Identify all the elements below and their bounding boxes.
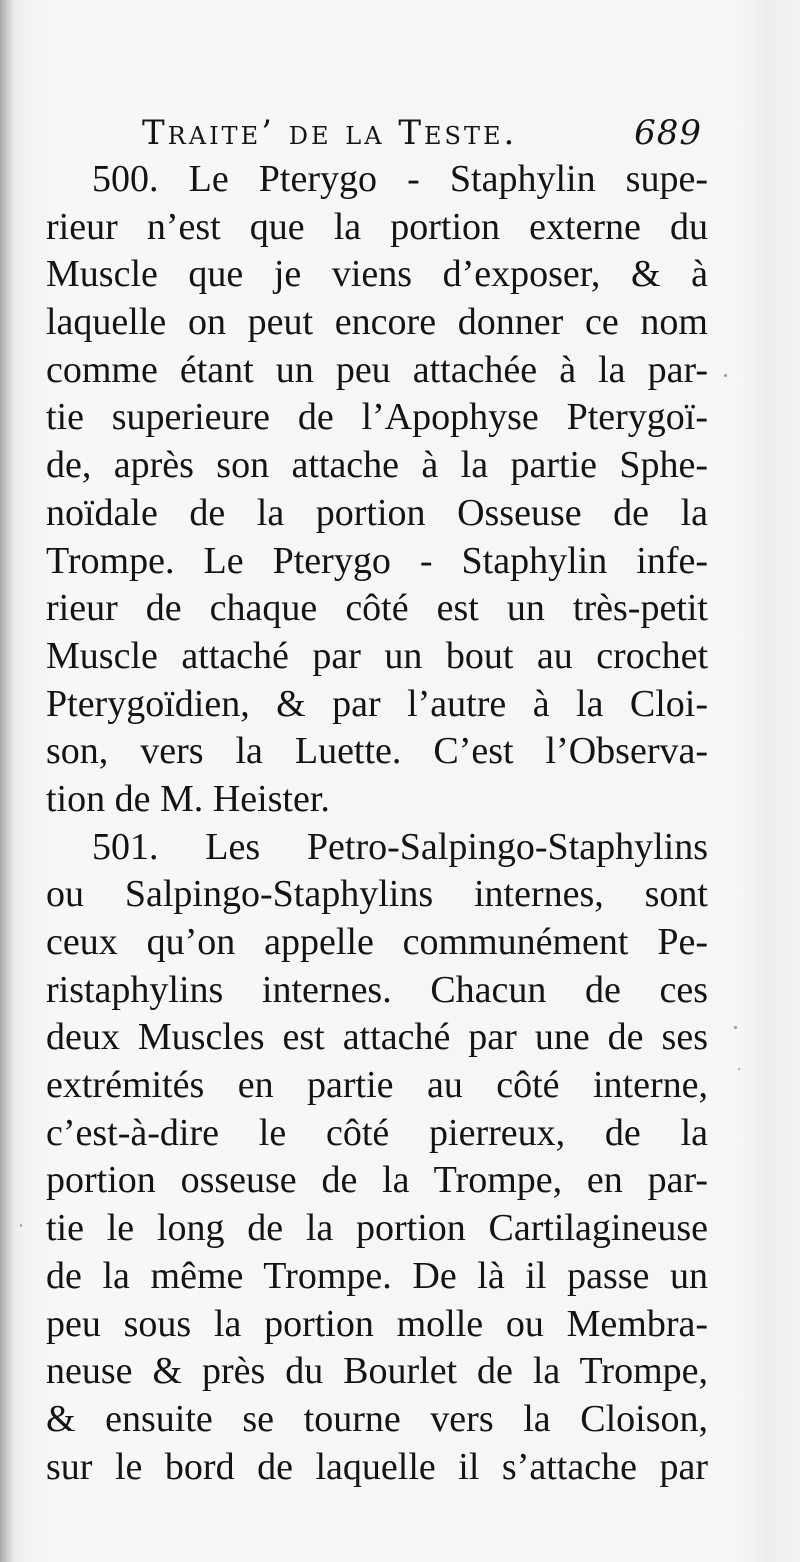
text-line: portion osseuse de la Trompe, en par- (46, 1159, 708, 1202)
paper-speck (738, 1068, 740, 1070)
binding-shadow (0, 0, 14, 1562)
text-line: Muscle attaché par un bout au crochet (46, 634, 708, 677)
text-line: ristaphylins internes. Chacun de ces (46, 968, 708, 1011)
text-line: tie le long de la portion Cartilagineuse (46, 1207, 708, 1250)
running-head (142, 108, 702, 158)
page-number: 689 (634, 113, 702, 153)
text-line: son, vers la Luette. C’est l’Observa- (46, 730, 708, 773)
text-line: extrémités en partie au côté interne, (46, 1064, 708, 1107)
text-line: neuse & près du Bourlet de la Trompe, (46, 1350, 708, 1393)
text-line: Pterygoïdien, & par l’autre à la Cloi- (46, 682, 708, 725)
paper-speck (734, 1026, 737, 1029)
text-line: laquelle on peut encore donner ce nom (46, 301, 708, 344)
text-line: comme étant un peu attachée à la par- (46, 348, 708, 391)
text-line: de la même Trompe. De là il passe un (46, 1254, 708, 1297)
paper-speck (20, 1224, 22, 1227)
text-line: rieur de chaque côté est un très-petit (46, 587, 708, 630)
paper-speck (724, 374, 727, 377)
text-line: noïdale de la portion Osseuse de la (46, 491, 708, 534)
text-line: deux Muscles est attaché par une de ses (46, 1016, 708, 1059)
text-line: & ensuite se tourne vers la Cloison, (46, 1397, 708, 1440)
text-line: tion de M. Heister. (46, 777, 330, 820)
text-line: Muscle que je viens d’exposer, & à (46, 253, 708, 296)
text-line: sur le bord de laquelle il s’attache par (46, 1445, 708, 1488)
running-head-title: Traite’ de la Teste. (142, 113, 518, 153)
text-line: Trompe. Le Pterygo - Staphylin infe- (46, 539, 708, 582)
text-line: c’est-à-dire le côté pierreux, de la (46, 1111, 708, 1154)
body-text (46, 156, 708, 1491)
text-line: peu sous la portion molle ou Membra- (46, 1302, 708, 1345)
text-line: de, après son attache à la partie Sphe- (46, 444, 708, 487)
text-line: tie superieure de l’Apophyse Pterygoï- (46, 396, 708, 439)
text-line: 500. Le Pterygo - Staphylin supe- (92, 158, 708, 200)
text-line: rieur n’est que la portion externe du (46, 205, 708, 248)
text-line: 501. Les Petro-Salpingo-Staphylins (92, 825, 708, 868)
text-line: ceux qu’on appelle communément Pe- (46, 921, 708, 963)
text-line: ou Salpingo-Staphylins internes, sont (46, 873, 708, 916)
